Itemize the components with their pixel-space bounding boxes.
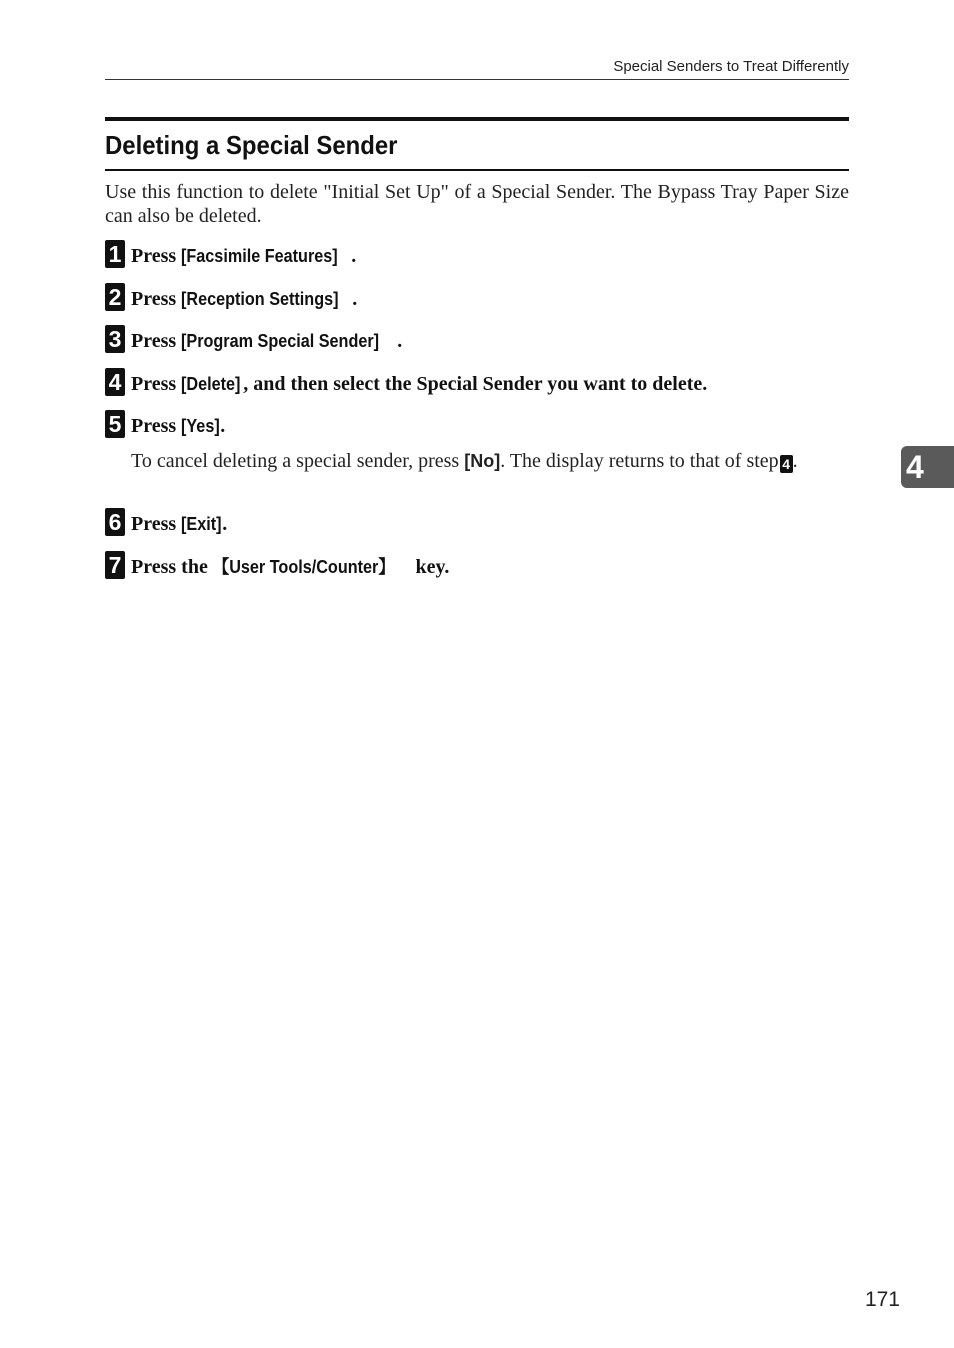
step-text: Press [Exit]. xyxy=(131,513,228,535)
key-label: [Delete] xyxy=(181,374,241,394)
step-4 xyxy=(105,368,849,398)
section-title: Deleting a Special Sender xyxy=(105,130,398,160)
step-5-note: To cancel deleting a special sender, press [No]. The display returns to that of step 4 . xyxy=(131,450,798,472)
step-text: Press the 【User Tools/Counter】 key. xyxy=(131,556,450,578)
heading-rule-bottom xyxy=(105,169,849,171)
step-number-icon: 4 xyxy=(105,368,125,396)
step-6 xyxy=(105,508,849,538)
key-label: 【User Tools/Counter】 xyxy=(212,557,395,577)
step-7 xyxy=(105,551,849,581)
heading-rule-top xyxy=(105,117,849,121)
step-number-icon: 2 xyxy=(105,283,125,311)
step-text: Press [Delete] , and then select the Special Sender you want to delete. xyxy=(131,373,708,395)
step-2 xyxy=(105,283,849,313)
step-number-icon: 1 xyxy=(105,240,125,268)
key-label: [Reception Settings] xyxy=(181,289,339,309)
step-text: Press [Yes]. xyxy=(131,415,226,437)
step-number-icon: 5 xyxy=(105,410,125,438)
intro-paragraph: Use this function to delete "Initial Set Up" of a Special Sender. The Bypass Tray Paper Size can also be deleted. xyxy=(105,181,849,227)
running-header: Special Senders to Treat Differently xyxy=(105,57,849,80)
step-text: Press [Program Special Sender] . xyxy=(131,330,403,352)
step-1 xyxy=(105,240,849,270)
key-label: [Yes] xyxy=(181,416,220,436)
step-reference-icon: 4 xyxy=(780,455,793,473)
step-text: Press [Reception Settings] . xyxy=(131,288,358,310)
step-text: Press [Facsimile Features] . xyxy=(131,245,357,267)
key-label: [Facsimile Features] xyxy=(181,246,338,266)
step-number-icon: 3 xyxy=(105,325,125,353)
step-5 xyxy=(105,410,849,440)
page-number: 171 xyxy=(864,1288,900,1311)
step-3 xyxy=(105,325,849,355)
key-label: [Program Special Sender] xyxy=(181,331,380,351)
chapter-tab: 4 xyxy=(901,446,954,488)
key-label: [No] xyxy=(464,451,501,471)
key-label: [Exit] xyxy=(181,514,222,534)
step-number-icon: 6 xyxy=(105,508,125,536)
step-number-icon: 7 xyxy=(105,551,125,579)
